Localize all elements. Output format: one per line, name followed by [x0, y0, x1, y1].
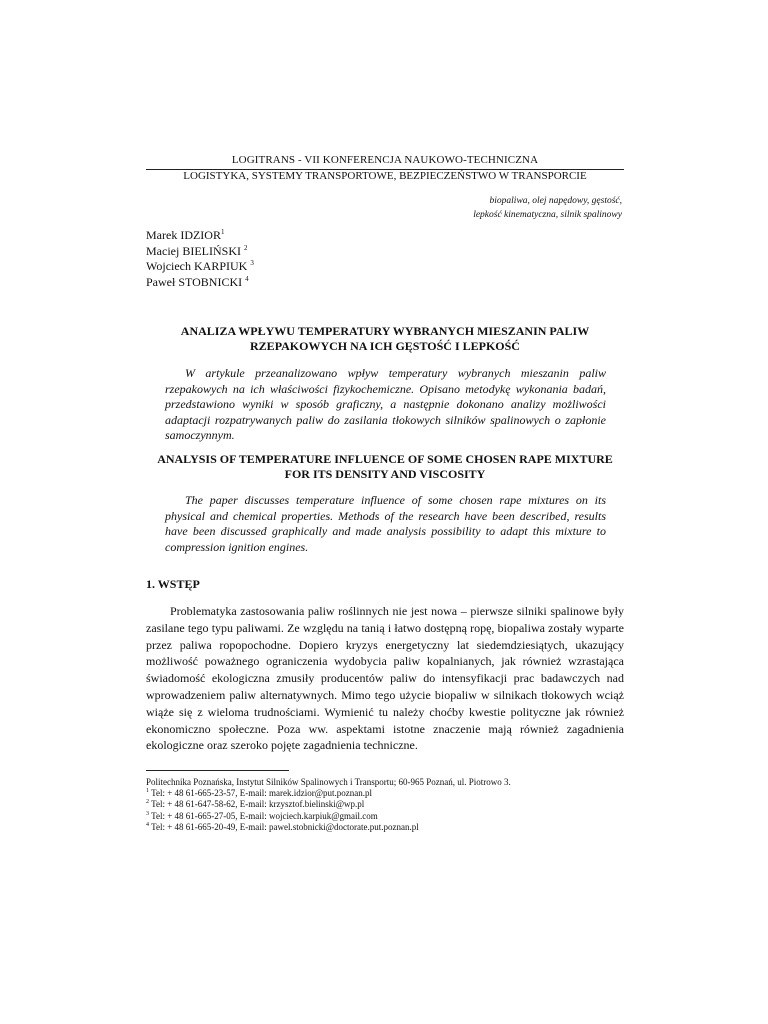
author	[146, 244, 254, 260]
body-paragraph: Problematyka zastosowania paliw roślinnych nie jest nowa – pierwsze silniki spalinowe były zasilane tego typu paliwami. Ze względu na tanią i łatwo dostępną ropę, biopaliwa zostały wyparte przez paliwa ropopochodne. Dopiero kryzys energetyczny lat siedemdziesiątych, ukazujący możliwość poważnego ograniczenia wydobycia paliw kopalnianych, jak również wzrastająca świadomość ekologiczna zmusiły producentów paliw do intensyfikacji prac badawczych nad wprowadzeniem paliw alternatywnych. Mimo tego użycie biopaliw w silnikach tłokowych wciąż wiąże się z wieloma trudnościami. Wymienić tu należy choćby kwestie polityczne jak również ekonomiczno społeczne. Poza ww. aspektami istotne znaczenie mają również zagadnienia ekologiczne oraz szeroko pojęte zagadnienia techniczne.	[146, 604, 624, 753]
footnotes	[146, 777, 624, 833]
footnote-contact	[146, 788, 624, 799]
footnote-mark: 1	[146, 788, 149, 795]
keywords	[302, 195, 622, 223]
conference-subtitle: LOGISTYKA, SYSTEMY TRANSPORTOWE, BEZPIECZEŃSTWO W TRANSPORCIE	[183, 170, 587, 182]
footnote-mark: 3	[146, 810, 149, 817]
author-list	[146, 228, 254, 290]
conference-name: LOGITRANS - VII KONFERENCJA NAUKOWO-TECHNICZNA	[231, 154, 539, 166]
footnote-contact	[146, 799, 624, 810]
footnote-contact	[146, 811, 624, 822]
abstract-english: The paper discusses temperature influence of some chosen rape mixtures on its physical and chemical properties. Methods of the research have been described, results have been discussed graphically and made analysis possibility to adapt this mixture to compression ignition engines.	[165, 493, 606, 554]
author-footnote-mark: 4	[245, 274, 249, 283]
author	[146, 228, 254, 244]
abstract-polish: W artykule przeanalizowano wpływ temperatury wybranych mieszanin paliw rzepakowych na ich właściwości fizykochemiczne. Opisano metodykę wykonania badań, przedstawiono wyniki w sposób graficzny, a następnie dokonano analizy możliwości adaptacji rozpatrywanych paliw do zasilania tłokowych silników spalinowych o zapłonie samoczynnym.	[165, 366, 606, 443]
author-name: Paweł STOBNICKI	[146, 274, 243, 289]
author	[146, 259, 254, 275]
footnote-text: Tel: + 48 61-665-27-05, E-mail: wojciech.karpiuk@gmail.com	[151, 810, 378, 821]
footnote-text: Tel: + 48 61-647-58-62, E-mail: krzysztof.bielinski@wp.pl	[151, 799, 365, 810]
section-heading: 1. WSTĘP	[146, 577, 200, 591]
author-footnote-mark: 3	[250, 259, 254, 267]
paper-title-polish: ANALIZA WPŁYWU TEMPERATURY WYBRANYCH MIESZANIN PALIW RZEPAKOWYCH NA ICH GĘSTOŚĆ I LEPKOŚĆ	[180, 324, 590, 353]
footnote-mark: 4	[146, 821, 149, 828]
keywords-line: lepkość kinematyczna, silnik spalinowy	[473, 209, 622, 220]
author-name: Wojciech KARPIUK	[146, 259, 248, 273]
author-footnote-mark: 1	[220, 228, 225, 236]
author-name: Maciej BIELIŃSKI	[146, 243, 241, 258]
footnote-divider	[146, 770, 289, 771]
author-footnote-mark: 2	[243, 243, 248, 252]
author-name: Marek IDZIOR	[146, 228, 221, 242]
footnote-text: Tel: + 48 61-665-23-57, E-mail: marek.idzior@put.poznan.pl	[151, 788, 373, 799]
footnote-mark: 2	[146, 799, 149, 806]
footnote-text: Tel: + 48 61-665-20-49, E-mail: pawel.stobnicki@doctorate.put.poznan.pl	[151, 821, 419, 832]
keywords-line: biopaliwa, olej napędowy, gęstość,	[489, 196, 622, 206]
footnote-affiliation: Politechnika Poznańska, Instytut Silników Spalinowych i Transportu; 60-965 Poznań, ul. Piotrowo 3.	[146, 777, 511, 787]
author	[146, 275, 254, 291]
paper-title-english: ANALYSIS OF TEMPERATURE INFLUENCE OF SOME CHOSEN RAPE MIXTURE FOR ITS DENSITY AND VISCOSITY	[157, 452, 613, 481]
footnote-contact	[146, 822, 624, 833]
